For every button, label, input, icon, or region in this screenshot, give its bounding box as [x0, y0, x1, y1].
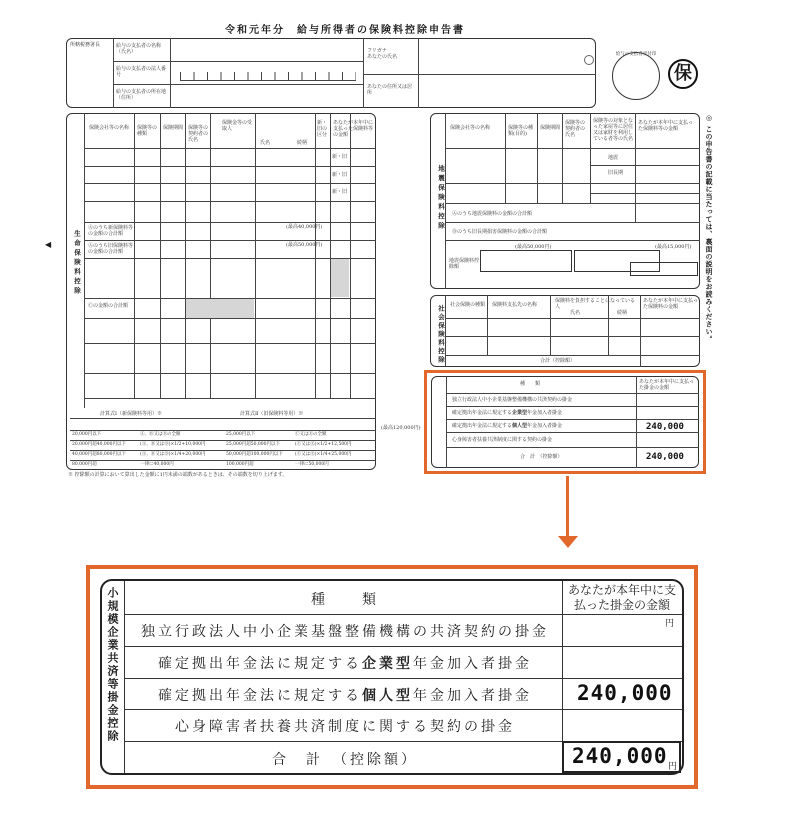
formula-cell: (Ⓒ又はⒺ)×1/2+12,500円	[295, 442, 352, 447]
total-amount: 240,000	[572, 744, 668, 768]
instruction-note: ◎ この申告書の記載に当たっては、裏面の説明をお読みください。	[705, 114, 713, 343]
mini-amount-total: 240,000	[646, 452, 684, 462]
eq-col-company: 保険会社等の名称	[450, 125, 491, 131]
social-insurance-label: 社会保険料控除	[437, 305, 445, 365]
formula-cell: 80,000円超	[72, 462, 97, 467]
formula-cell: 20,000円以下	[72, 432, 102, 437]
limit-120000: (最高120,000円)	[381, 425, 421, 431]
payer-address-label: 給与の支払者の所在地（住所）	[116, 89, 167, 101]
arrow-line	[566, 476, 569, 538]
formula-cell: Ⓒ又はⒺの全額	[295, 432, 327, 437]
formula-cell: (Ⓒ又はⒺ)×1/4+25,000円	[295, 452, 352, 457]
formula-cell: 100,000円超	[226, 462, 254, 467]
soc-col-person-name: 氏名	[570, 310, 581, 316]
footnote: ※ 控除額の計算において算出した金額に1円未満の端数があるときは、その端数を切り上げます。	[68, 472, 288, 478]
calc-c-label: Ⓒの金額の合計額	[88, 303, 129, 309]
furigana-label: フリガナ あなたの氏名	[367, 48, 398, 60]
eq-col-type: 保険等の種類(目的)	[508, 125, 534, 137]
formula-cell: (Ⓐ、Ⓑ又はⒹ)×1/4+20,000円	[140, 452, 206, 457]
eq-col-period: 保険期間	[540, 125, 561, 131]
mini-row-3: 確定拠出年金法に規定する個人型年金加入者掛金	[452, 423, 563, 429]
unit-yen: 円	[665, 619, 675, 629]
life-col-contractor: 保険等の契約者の氏名	[188, 125, 209, 143]
mini-amount-ideco: 240,000	[646, 422, 684, 432]
arrow-left-icon: ◀	[45, 240, 52, 249]
formula-cell: 25,000円以下	[226, 432, 256, 437]
limit-40000: (最高40,000円)	[286, 224, 323, 230]
payer-name-label: 給与の支払者の名称（氏名）	[116, 43, 162, 55]
calc-a-label: Ⓐのうち新保険料等の金額の合計額	[88, 225, 134, 237]
soc-col-person: 保険料を負担することになっている人	[555, 298, 636, 310]
life-col-recipient: 保険金等の受取人	[222, 120, 253, 132]
soc-col-type: 社会保険の種類	[450, 302, 486, 308]
life-insurance-label: 生命保険料控除	[73, 230, 81, 297]
form-title: 令和元年分 給与所得者の保険料控除申告書	[225, 25, 465, 36]
eq-old-long-tag: 旧長期	[608, 170, 624, 176]
soc-col-relation: 続柄	[617, 310, 628, 316]
formula-cell: 25,000円超50,000円以下	[226, 442, 280, 447]
amount-ideco: 240,000	[577, 681, 673, 705]
soc-col-payee: 保険料支払先の名称	[492, 302, 538, 308]
formula-cell: 40,000円超80,000円以下	[72, 452, 126, 457]
hole-icon	[584, 55, 594, 65]
receipt-stamp-circle	[612, 52, 660, 100]
formula-cell: 20,000円超40,000円以下	[72, 442, 126, 447]
life-col-company: 保険会社等の名称	[89, 125, 130, 131]
col-type-header: 種 類	[311, 592, 379, 608]
shaded-cell	[331, 259, 349, 297]
eq-deduction: 地震保険料控除額	[449, 258, 480, 270]
row-disability-label: 心身障害者扶養共済制度に関する契約の掛金	[175, 719, 515, 735]
earthquake-label: 地震保険料控除	[437, 165, 445, 232]
life-col-recipient-name: 氏名	[260, 140, 271, 146]
mini-total-label: 合 計 （控除額）	[520, 454, 563, 460]
new-old-marker: 新・旧	[332, 189, 348, 195]
new-old-marker: 新・旧	[332, 172, 348, 178]
shaded-cell	[186, 299, 254, 318]
eq-col-insured: 保険等の対象となった家屋等に居住又は家財を利用している者等の氏名	[593, 118, 634, 142]
calc-b-label: Ⓐのうち旧保険料等の金額の合計額	[88, 243, 134, 255]
section-label: 小規模企業共済等掛金控除	[106, 587, 119, 743]
life-col-relation: 続柄	[297, 140, 308, 146]
formula-heading-2: 計算式Ⅱ（旧保険料等用）※	[240, 411, 304, 417]
payer-number-label: 給与の支払者の法人番号	[116, 66, 167, 78]
life-col-period: 保険期間	[163, 125, 184, 131]
tax-office-label: 所轄税務署長	[70, 42, 101, 48]
zoomed-panel	[86, 565, 698, 789]
formula-cell: 一律に40,000円	[140, 462, 174, 467]
eq-sum-b: Ⓑのうち旧長期損害保険料の金額の合計額	[452, 229, 548, 235]
eq-col-amount: あなたが本年中に支払った保険料等の金額	[638, 120, 694, 132]
eq-col-contractor: 保険等の契約者の氏名	[565, 120, 586, 138]
life-col-new-old: 新・旧の区分	[317, 120, 328, 138]
col-amount-header: あなたが本年中に支払った掛金の金額	[567, 583, 676, 612]
formula-cell: 50,000円超100,000円以下	[226, 452, 283, 457]
formula-cell: 一律に50,000円	[295, 462, 329, 467]
new-old-marker: 新・旧	[332, 154, 348, 160]
soc-col-amount: あなたが本年中に支払った保険料の金額	[643, 298, 699, 310]
address-label: あなたの住所又は居所	[367, 84, 413, 96]
soc-total: 合計（控除額）	[540, 358, 576, 364]
row-corporate-dc-label: 確定拠出年金法に規定する企業型年金加入者掛金	[158, 656, 532, 672]
number-ticks	[180, 72, 356, 80]
eq-earthquake-tag: 地震	[608, 155, 619, 161]
formula-heading-1: 計算式Ⅰ（新保険料等用）※	[100, 411, 162, 417]
small-enterprise-section	[100, 579, 684, 775]
formula-cell: Ⓐ、Ⓑ又はⒹの全額	[140, 432, 181, 437]
arrow-down-icon	[558, 536, 578, 548]
eq-limit-50000: (最高50,000円)	[515, 244, 552, 250]
mini-col-amount: あなたが本年中に支払った掛金の金額	[639, 379, 695, 391]
row-smrj-label: 独立行政法人中小企業基盤整備機構の共済契約の掛金	[141, 624, 549, 640]
life-col-type: 保険等の種類	[137, 125, 158, 137]
formula-cell: (Ⓐ、Ⓑ又はⒹ)×1/2+10,000円	[140, 442, 206, 447]
receipt-stamp-label: 給与の支払者受付印	[615, 52, 657, 57]
total-unit-yen: 円	[668, 762, 678, 772]
eq-limit-15000: (最高15,000円)	[655, 244, 692, 250]
total-label: 合 計 （控除額）	[272, 752, 418, 768]
life-col-amount: あなたが本年中に支払った保険料等の金額	[333, 120, 374, 138]
mini-col-type: 種 類	[520, 381, 541, 387]
mini-row-4: 心身障害者扶養共済制度に関する契約の掛金	[452, 437, 553, 443]
row-individual-dc-label: 確定拠出年金法に規定する個人型年金加入者掛金	[158, 688, 532, 704]
limit-50000: (最高50,000円)	[286, 242, 323, 248]
mini-row-2: 確定拠出年金法に規定する企業型年金加入者掛金	[452, 410, 563, 416]
mini-row-1: 独立行政法人中小企業基盤整備機構の共済契約の掛金	[452, 397, 573, 403]
eq-sum-a: Ⓐのうち地震保険料の金額の合計額	[452, 211, 533, 217]
insurance-seal: 保	[668, 59, 698, 89]
